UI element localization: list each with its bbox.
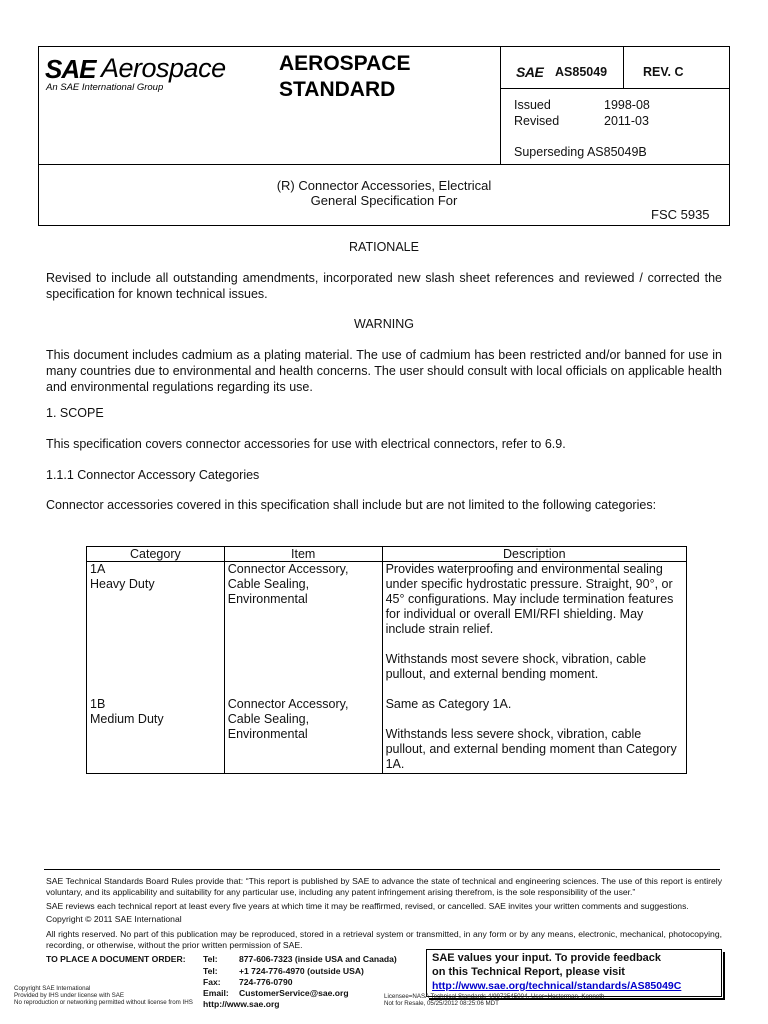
description-text: Withstands most severe shock, vibration, cable pullout, and external bending moment. xyxy=(385,652,647,681)
logo-subtitle: An SAE International Group xyxy=(46,82,164,93)
ihs-line: No reproduction or networking permitted without license from IHS xyxy=(14,999,193,1006)
category-code: 1A xyxy=(90,562,106,576)
scope-heading: 1. SCOPE xyxy=(46,406,104,420)
rationale-heading: RATIONALE xyxy=(349,240,419,254)
issued-label: Issued xyxy=(514,98,551,112)
header-divider xyxy=(39,164,729,165)
feedback-link[interactable]: http://www.sae.org/technical/standards/AS85049C xyxy=(432,980,682,992)
column-header-category: Category xyxy=(87,547,225,562)
description-text: Provides waterproofing and environmental sealing under specific hydrostatic pressure. Straight, 90°, or 45° configurations. May include termination features for individual or overall EMI/RFI shielding. May include strain relief. xyxy=(385,562,674,636)
contact-fax: 724-776-0790 xyxy=(239,977,293,987)
revision-label: REV. C xyxy=(643,65,684,79)
table-row xyxy=(87,562,687,698)
table-cell-description xyxy=(382,697,686,774)
ihs-line: Copyright SAE International xyxy=(14,985,91,992)
item-line: Cable Sealing, xyxy=(227,712,310,726)
feedback-line2: on this Technical Report, please visit xyxy=(432,966,625,978)
standard-title xyxy=(279,51,410,103)
item-line: Environmental xyxy=(227,727,308,741)
feedback-line1: SAE values your input. To provide feedback xyxy=(432,952,662,964)
rationale-text: Revised to include all outstanding amendments, incorporated new slash sheet references and reviewed / corrected the specification for known technical issues. xyxy=(46,271,722,301)
sae-logo: SAE xyxy=(45,54,96,84)
table-row xyxy=(87,697,687,774)
subject-line2: General Specification For xyxy=(310,193,458,208)
category-code: 1B xyxy=(90,697,106,711)
revised-label: Revised xyxy=(514,114,560,128)
license-line: Not for Resale, 05/25/2012 08:25:06 MDT xyxy=(384,1000,499,1007)
order-label: TO PLACE A DOCUMENT ORDER: xyxy=(46,954,186,964)
column-header-item: Item xyxy=(224,547,382,562)
contact-label: Tel: xyxy=(203,954,218,964)
category-duty: Medium Duty xyxy=(90,712,164,726)
feedback-box xyxy=(426,949,722,997)
warning-heading: WARNING xyxy=(354,317,414,331)
item-line: Cable Sealing, xyxy=(227,577,310,591)
table-cell-description xyxy=(382,562,686,698)
review-note: SAE reviews each technical report at least every five years at which time it may be reaffirmed, revised, or cancelled. SAE invites your written comments and suggestions. xyxy=(46,901,689,911)
table-header-row xyxy=(87,547,687,562)
contact-phone-intl: +1 724-776-4970 (outside USA) xyxy=(239,966,364,976)
category-duty: Heavy Duty xyxy=(90,577,155,591)
license-line: Licensee=NASA Technical Standards 4/9972545004, User=Hosterman, Kenneth xyxy=(384,993,605,1000)
contact-label: Fax: xyxy=(203,977,221,987)
contact-phone-usa: 877-606-7323 (inside USA and Canada) xyxy=(239,954,397,964)
description-text: Withstands less severe shock, vibration, cable pullout, and external bending moment than Category 1A. xyxy=(385,727,677,771)
header-vdivider xyxy=(500,47,501,164)
footer-rule xyxy=(44,869,720,870)
table-cell-category xyxy=(87,697,225,774)
column-header-description: Description xyxy=(382,547,686,562)
header-hdivider-doc xyxy=(500,88,729,89)
subject-line1: (R) Connector Accessories, Electrical xyxy=(276,178,492,193)
categories-heading: 1.1.1 Connector Accessory Categories xyxy=(46,468,260,482)
fsc-code: FSC 5935 xyxy=(651,207,710,222)
standard-title-line2: STANDARD xyxy=(279,78,396,101)
table-cell-item xyxy=(224,562,382,698)
header-vdivider-rev xyxy=(623,47,624,88)
issued-date: 1998-08 xyxy=(604,98,650,112)
category-table xyxy=(86,546,687,774)
copyright-line: Copyright © 2011 SAE International xyxy=(46,914,182,924)
license-notice xyxy=(384,993,604,1007)
table-cell-item xyxy=(224,697,382,774)
board-rules-note: SAE Technical Standards Board Rules provide that: “This report is published by SAE to advance the state of technical and engineering sciences. The use of this report is entirely voluntary, and its applicability and suitability for any particular use, including any patent infringement arising therefrom, is the sole responsibility of the user.” xyxy=(46,876,722,897)
item-line: Connector Accessory, xyxy=(227,562,349,576)
warning-text: This document includes cadmium as a plating material. The use of cadmium has been restricted and/or banned for use in many countries due to environmental and health concerns. The user should consult with local officials on applicable health and environmental regulations regarding its use. xyxy=(46,348,722,394)
rights-note: All rights reserved. No part of this publication may be reproduced, stored in a retrieval system or transmitted, in any form or by any means, electronic, mechanical, photocopying, recording, or otherwise, without the prior written permission of SAE. xyxy=(46,929,722,950)
ihs-line: Provided by IHS under license with SAE xyxy=(14,992,125,999)
item-line: Environmental xyxy=(227,592,308,606)
header-box xyxy=(38,46,730,226)
contact-label: Email: xyxy=(203,988,229,998)
docnum-sae-logo: SAE xyxy=(516,64,544,80)
superseding-note: Superseding AS85049B xyxy=(514,145,647,159)
contact-label: Tel: xyxy=(203,966,218,976)
aerospace-logo-text: Aerospace xyxy=(101,53,226,83)
contact-email[interactable]: CustomerService@sae.org xyxy=(239,988,349,998)
revised-date: 2011-03 xyxy=(604,114,649,128)
website-link[interactable]: http://www.sae.org xyxy=(203,999,280,1009)
standard-title-line1: AEROSPACE xyxy=(279,52,411,75)
description-text: Same as Category 1A. xyxy=(385,697,512,711)
document-number: AS85049 xyxy=(555,65,608,79)
scope-text: This specification covers connector accessories for use with electrical connectors, refer to 6.9. xyxy=(46,437,566,451)
table-cell-category xyxy=(87,562,225,698)
ihs-notice xyxy=(14,985,193,1006)
item-line: Connector Accessory, xyxy=(227,697,349,711)
categories-text: Connector accessories covered in this specification shall include but are not limited to the following categories: xyxy=(46,498,657,512)
